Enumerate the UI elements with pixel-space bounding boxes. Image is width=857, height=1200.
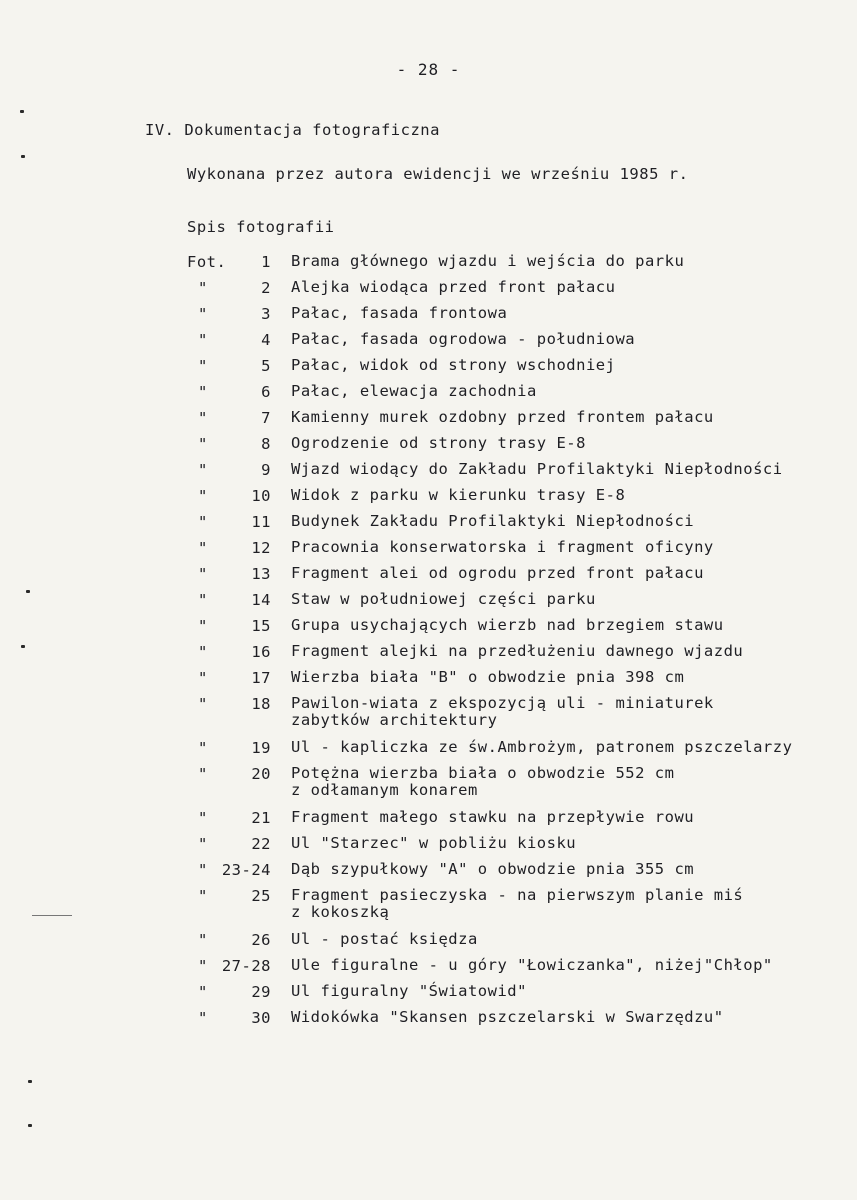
photo-description [291, 957, 841, 974]
photo-number: 13 [251, 565, 271, 583]
ditto-mark: " [198, 539, 208, 557]
margin-mark [28, 1124, 32, 1127]
ditto-mark: " [198, 487, 208, 505]
photo-list-item [0, 487, 857, 513]
photo-number: 7 [261, 409, 271, 427]
photo-list-item [0, 887, 857, 931]
photo-number: 3 [261, 305, 271, 323]
photo-description-line: Pałac, widok od strony wschodniej [291, 356, 616, 374]
photo-number: 2 [261, 279, 271, 297]
photo-number: 20 [251, 765, 271, 783]
photo-description [291, 565, 841, 582]
photo-description [291, 279, 841, 296]
photo-list-item [0, 957, 857, 983]
ditto-mark: " [198, 739, 208, 757]
photo-description-line: Alejka wiodąca przed front pałacu [291, 278, 616, 296]
photo-list [0, 253, 857, 1035]
photo-list-item [0, 643, 857, 669]
photo-description-line: Ul figuralny "Światowid" [291, 982, 527, 1000]
photo-number: 19 [251, 739, 271, 757]
margin-mark [28, 1080, 32, 1083]
photo-description [291, 331, 841, 348]
photo-description [291, 1009, 841, 1026]
ditto-mark: " [198, 331, 208, 349]
photo-description [291, 809, 841, 826]
photo-description-line: Ul "Starzec" w pobliżu kiosku [291, 834, 577, 852]
photo-list-item [0, 861, 857, 887]
margin-mark [21, 155, 25, 158]
ditto-mark: " [198, 887, 208, 905]
photo-description [291, 383, 841, 400]
photo-number: 27-28 [221, 957, 271, 975]
ditto-mark: " [198, 669, 208, 687]
ditto-mark: " [198, 565, 208, 583]
photo-description-line: Ul - postać księdza [291, 930, 478, 948]
photo-description-line: Pałac, elewacja zachodnia [291, 382, 537, 400]
photo-description-line: Pracownia konserwatorska i fragment oficyny [291, 538, 714, 556]
photo-description-line: Dąb szypułkowy "A" o obwodzie pnia 355 cm [291, 860, 695, 878]
photo-description-line: Potężna wierzba biała o obwodzie 552 cm [291, 764, 675, 782]
photo-list-item [0, 461, 857, 487]
photo-description [291, 739, 841, 756]
photo-description-line: Staw w południowej części parku [291, 590, 596, 608]
photo-number: 25 [251, 887, 271, 905]
section-heading: IV. Dokumentacja fotograficzna [145, 121, 440, 139]
photo-number: 12 [251, 539, 271, 557]
photo-number: 23-24 [221, 861, 271, 879]
photo-number: 22 [251, 835, 271, 853]
photo-list-item [0, 669, 857, 695]
photo-description-line: Brama głównego wjazdu i wejścia do parku [291, 252, 685, 270]
photo-description-line: Kamienny murek ozdobny przed frontem pałacu [291, 408, 714, 426]
ditto-mark: " [198, 383, 208, 401]
photo-list-item [0, 591, 857, 617]
photo-description [291, 357, 841, 374]
photo-description-line: Budynek Zakładu Profilaktyki Niepłodności [291, 512, 695, 530]
photo-list-item [0, 931, 857, 957]
photo-description-line: Fragment alei od ogrodu przed front pałacu [291, 564, 704, 582]
photo-description [291, 765, 841, 799]
photo-description [291, 513, 841, 530]
photo-number: 29 [251, 983, 271, 1001]
photo-description-line: z odłamanym konarem [291, 781, 478, 799]
photo-list-item [0, 253, 857, 279]
photo-number: 4 [261, 331, 271, 349]
photo-description [291, 253, 841, 270]
photo-list-item [0, 765, 857, 809]
photo-description-line: Widok z parku w kierunku trasy E-8 [291, 486, 626, 504]
photo-description [291, 983, 841, 1000]
photo-list-item [0, 539, 857, 565]
ditto-mark: " [198, 1009, 208, 1027]
photo-list-item [0, 305, 857, 331]
photo-description [291, 887, 841, 921]
ditto-mark: " [198, 409, 208, 427]
photo-description-line: Wierzba biała "B" o obwodzie pnia 398 cm [291, 668, 685, 686]
photo-description [291, 617, 841, 634]
photo-description-line: Widokówka "Skansen pszczelarski w Swarzędzu" [291, 1008, 724, 1026]
photo-list-item [0, 809, 857, 835]
page-number: - 28 - [396, 60, 461, 79]
photo-description-line: Fragment małego stawku na przepływie rowu [291, 808, 695, 826]
photo-number: 6 [261, 383, 271, 401]
photo-number: 18 [251, 695, 271, 713]
ditto-mark: " [198, 835, 208, 853]
ditto-mark: " [198, 983, 208, 1001]
photo-number: 5 [261, 357, 271, 375]
photo-list-item [0, 331, 857, 357]
photo-description-line: Fragment pasieczyska - na pierwszym planie miś [291, 886, 744, 904]
intro-text: Wykonana przez autora ewidencji we wrześniu 1985 r. [187, 165, 689, 183]
photo-description-line: zabytków architektury [291, 711, 498, 729]
photo-description-line: Ul - kapliczka ze św.Ambrożym, patronem pszczelarzy [291, 738, 793, 756]
ditto-mark: " [198, 461, 208, 479]
photo-number: 26 [251, 931, 271, 949]
photo-number: 16 [251, 643, 271, 661]
photo-description [291, 487, 841, 504]
photo-list-item [0, 739, 857, 765]
photo-list-item [0, 565, 857, 591]
photo-number: 1 [261, 253, 271, 271]
photo-number: 14 [251, 591, 271, 609]
photo-list-item [0, 983, 857, 1009]
photo-description-line: z kokoszką [291, 903, 390, 921]
photo-description [291, 461, 841, 478]
margin-mark [20, 110, 24, 113]
ditto-mark: " [198, 591, 208, 609]
margin-mark [26, 590, 30, 593]
photo-number: 11 [251, 513, 271, 531]
ditto-mark: " [198, 357, 208, 375]
photo-description-line: Wjazd wiodący do Zakładu Profilaktyki Niepłodności [291, 460, 783, 478]
photo-list-item [0, 1009, 857, 1035]
photo-description [291, 409, 841, 426]
photo-list-item [0, 409, 857, 435]
photo-list-item [0, 695, 857, 739]
ditto-mark: " [198, 513, 208, 531]
photo-number: 10 [251, 487, 271, 505]
ditto-mark: " [198, 617, 208, 635]
ditto-mark: " [198, 643, 208, 661]
ditto-mark: " [198, 809, 208, 827]
photo-description-line: Ule figuralne - u góry "Łowiczanka", niżej"Chłop" [291, 956, 773, 974]
photo-list-item [0, 383, 857, 409]
photo-list-item [0, 357, 857, 383]
photo-list-item [0, 617, 857, 643]
photo-number: 15 [251, 617, 271, 635]
photo-description [291, 305, 841, 322]
ditto-mark: " [198, 957, 208, 975]
photo-description [291, 931, 841, 948]
ditto-mark: " [198, 765, 208, 783]
photo-description [291, 669, 841, 686]
photo-description [291, 861, 841, 878]
photo-number: 17 [251, 669, 271, 687]
photo-prefix: Fot. [187, 253, 227, 271]
photo-description-line: Pałac, fasada frontowa [291, 304, 508, 322]
ditto-mark: " [198, 435, 208, 453]
photo-description [291, 643, 841, 660]
photo-number: 8 [261, 435, 271, 453]
photo-list-item [0, 279, 857, 305]
ditto-mark: " [198, 861, 208, 879]
ditto-mark: " [198, 279, 208, 297]
ditto-mark: " [198, 305, 208, 323]
photo-description-line: Pałac, fasada ogrodowa - południowa [291, 330, 636, 348]
photo-description-line: Grupa usychających wierzb nad brzegiem stawu [291, 616, 724, 634]
margin-line [32, 915, 72, 916]
photo-description [291, 835, 841, 852]
photo-description-line: Pawilon-wiata z ekspozycją uli - miniaturek [291, 694, 714, 712]
photo-number: 30 [251, 1009, 271, 1027]
photo-description [291, 695, 841, 729]
ditto-mark: " [198, 931, 208, 949]
photo-description [291, 539, 841, 556]
photo-list-item [0, 435, 857, 461]
photo-description-line: Ogrodzenie od strony trasy E-8 [291, 434, 586, 452]
photo-list-item [0, 513, 857, 539]
photo-description-line: Fragment alejki na przedłużeniu dawnego wjazdu [291, 642, 744, 660]
photo-list-item [0, 835, 857, 861]
photo-number: 9 [261, 461, 271, 479]
photo-number: 21 [251, 809, 271, 827]
ditto-mark: " [198, 695, 208, 713]
photo-description [291, 591, 841, 608]
photo-description [291, 435, 841, 452]
list-title: Spis fotografii [187, 218, 335, 236]
margin-mark [21, 645, 25, 648]
